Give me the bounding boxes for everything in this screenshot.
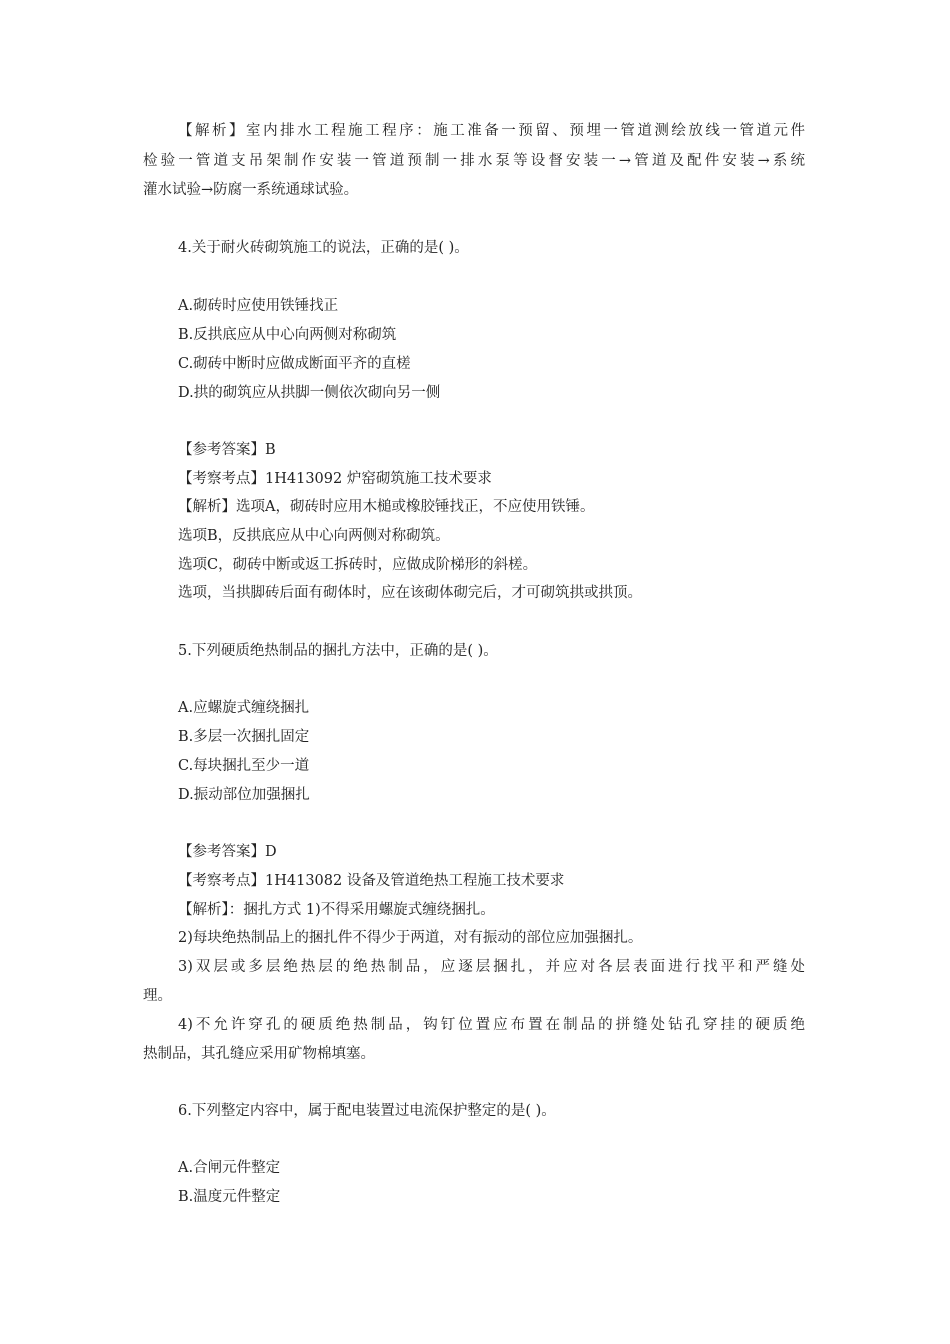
intro-analysis-line-1: 【解析】室内排水工程施工程序：施工准备一预留、预埋一管道测绘放线一管道元件 [178,123,805,139]
q5-analysis-line-4b: 热制品，其孔缝应采用矿物棉填塞。 [143,1046,375,1062]
q4-analysis-line-4: 选项，当拱脚砖后面有砌体时，应在该砌体砌完后，才可砌筑拱或拱顶。 [178,585,642,601]
q5-answer: 【参考答案】D [178,844,277,860]
q4-question: 4.关于耐火砖砌筑施工的说法，正确的是( )。 [178,240,469,256]
q4-option-d: D.拱的砌筑应从拱脚一侧依次砌向另一侧 [178,385,441,401]
q5-analysis-line-3b: 理。 [143,988,172,1004]
q5-option-c: C.每块捆扎至少一道 [178,758,310,774]
q5-option-b: B.多层一次捆扎固定 [178,729,310,745]
q5-analysis-line-3a: 3)双层或多层绝热层的绝热制品，应逐层捆扎，并应对各层表面进行找平和严缝处 [178,959,805,975]
q4-analysis-line-3: 选项C，砌砖中断或返工拆砖时，应做成阶梯形的斜槎。 [178,557,538,573]
q5-analysis-line-1: 【解析】：捆扎方式 1)不得采用螺旋式缠绕捆扎。 [178,902,495,918]
q5-analysis-line-4a: 4)不允许穿孔的硬质绝热制品，钩钉位置应布置在制品的拼缝处钻孔穿挂的硬质绝 [178,1017,805,1033]
q4-option-c: C.砌砖中断时应做成断面平齐的直槎 [178,356,411,372]
q4-analysis-line-1: 【解析】选项A，砌砖时应用木槌或橡胶锤找正，不应使用铁锤。 [178,499,595,515]
intro-analysis-line-3: 灌水试验→防腐一系统通球试验。 [143,182,359,198]
q6-option-b: B.温度元件整定 [178,1189,281,1205]
q5-option-a: A.应螺旋式缠绕捆扎 [178,700,310,716]
q4-option-a: A.砌砖时应使用铁锤找正 [178,298,339,314]
q5-option-d: D.振动部位加强捆扎 [178,787,310,803]
q4-option-b: B.反拱底应从中心向两侧对称砌筑 [178,327,397,343]
q6-option-a: A.合闸元件整定 [178,1160,281,1176]
q5-question: 5.下列硬质绝热制品的捆扎方法中，正确的是( )。 [178,643,498,659]
intro-analysis-line-2: 检验一管道支吊架制作安装一管道预制一排水泵等设督安装一→管道及配件安装→系统 [143,153,805,169]
q4-topic: 【考察考点】1H413092 炉窑砌筑施工技术要求 [178,471,492,487]
q6-question: 6.下列整定内容中，属于配电装置过电流保护整定的是( )。 [178,1103,556,1119]
q5-analysis-line-2: 2)每块绝热制品上的捆扎件不得少于两道，对有振动的部位应加强捆扎。 [178,930,643,946]
q4-answer: 【参考答案】B [178,442,276,458]
q4-analysis-line-2: 选项B，反拱底应从中心向两侧对称砌筑。 [178,528,450,544]
q5-topic: 【考察考点】1H413082 设备及管道绝热工程施工技术要求 [178,873,565,889]
